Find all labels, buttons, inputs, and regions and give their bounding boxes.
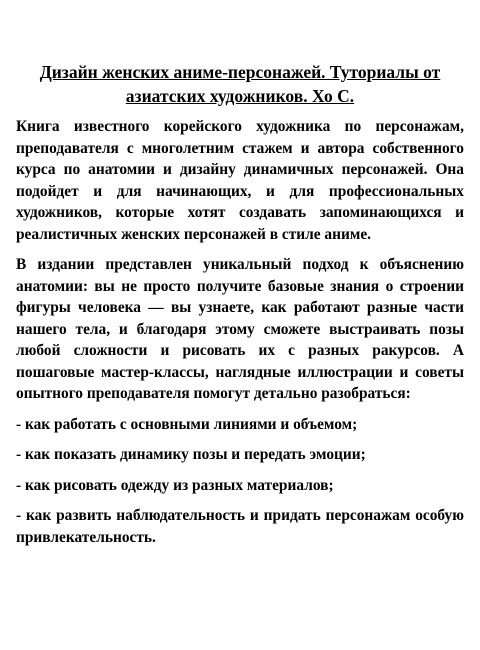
list-item: - как показать динамику позы и передать эмоции; — [16, 446, 366, 463]
document-title: Дизайн женских аниме-персонажей. Туториалы от азиатских художников. Хо С. — [39, 62, 441, 106]
list-item: - как работать с основными линиями и объемом; — [16, 415, 358, 433]
document-page — [16, 60, 464, 557]
paragraph-intro: Книга известного корейского художника по персонажам, преподавателя с многолетним стажем и автора собственного курса по анатомии и дизайну динамичных персонажей. Она подойдет и для начинающих, и для профессиональных художников, которые хотят создавать запоминающихся и реалистичных женских персонажей в стиле аниме. — [16, 118, 464, 243]
list-item: - как рисовать одежду из разных материалов; — [16, 476, 334, 494]
paragraph-approach: В издании представлен уникальный подход к объяснению анатомии: вы не просто получите базовые знания о строении фигуры человека — вы узнаете, как работают разные части нашего тела, и благодаря этому сможете выстраивать позы любой сложности и рисовать их с разных ракурсов. А пошаговые мастер-классы, наглядные иллюстрации и советы опытного преподавателя помогут детально разобраться: — [16, 256, 464, 402]
topics-list — [16, 414, 464, 549]
list-item: - как развить наблюдательность и придать персонажам особую привлекательность. — [16, 507, 464, 546]
